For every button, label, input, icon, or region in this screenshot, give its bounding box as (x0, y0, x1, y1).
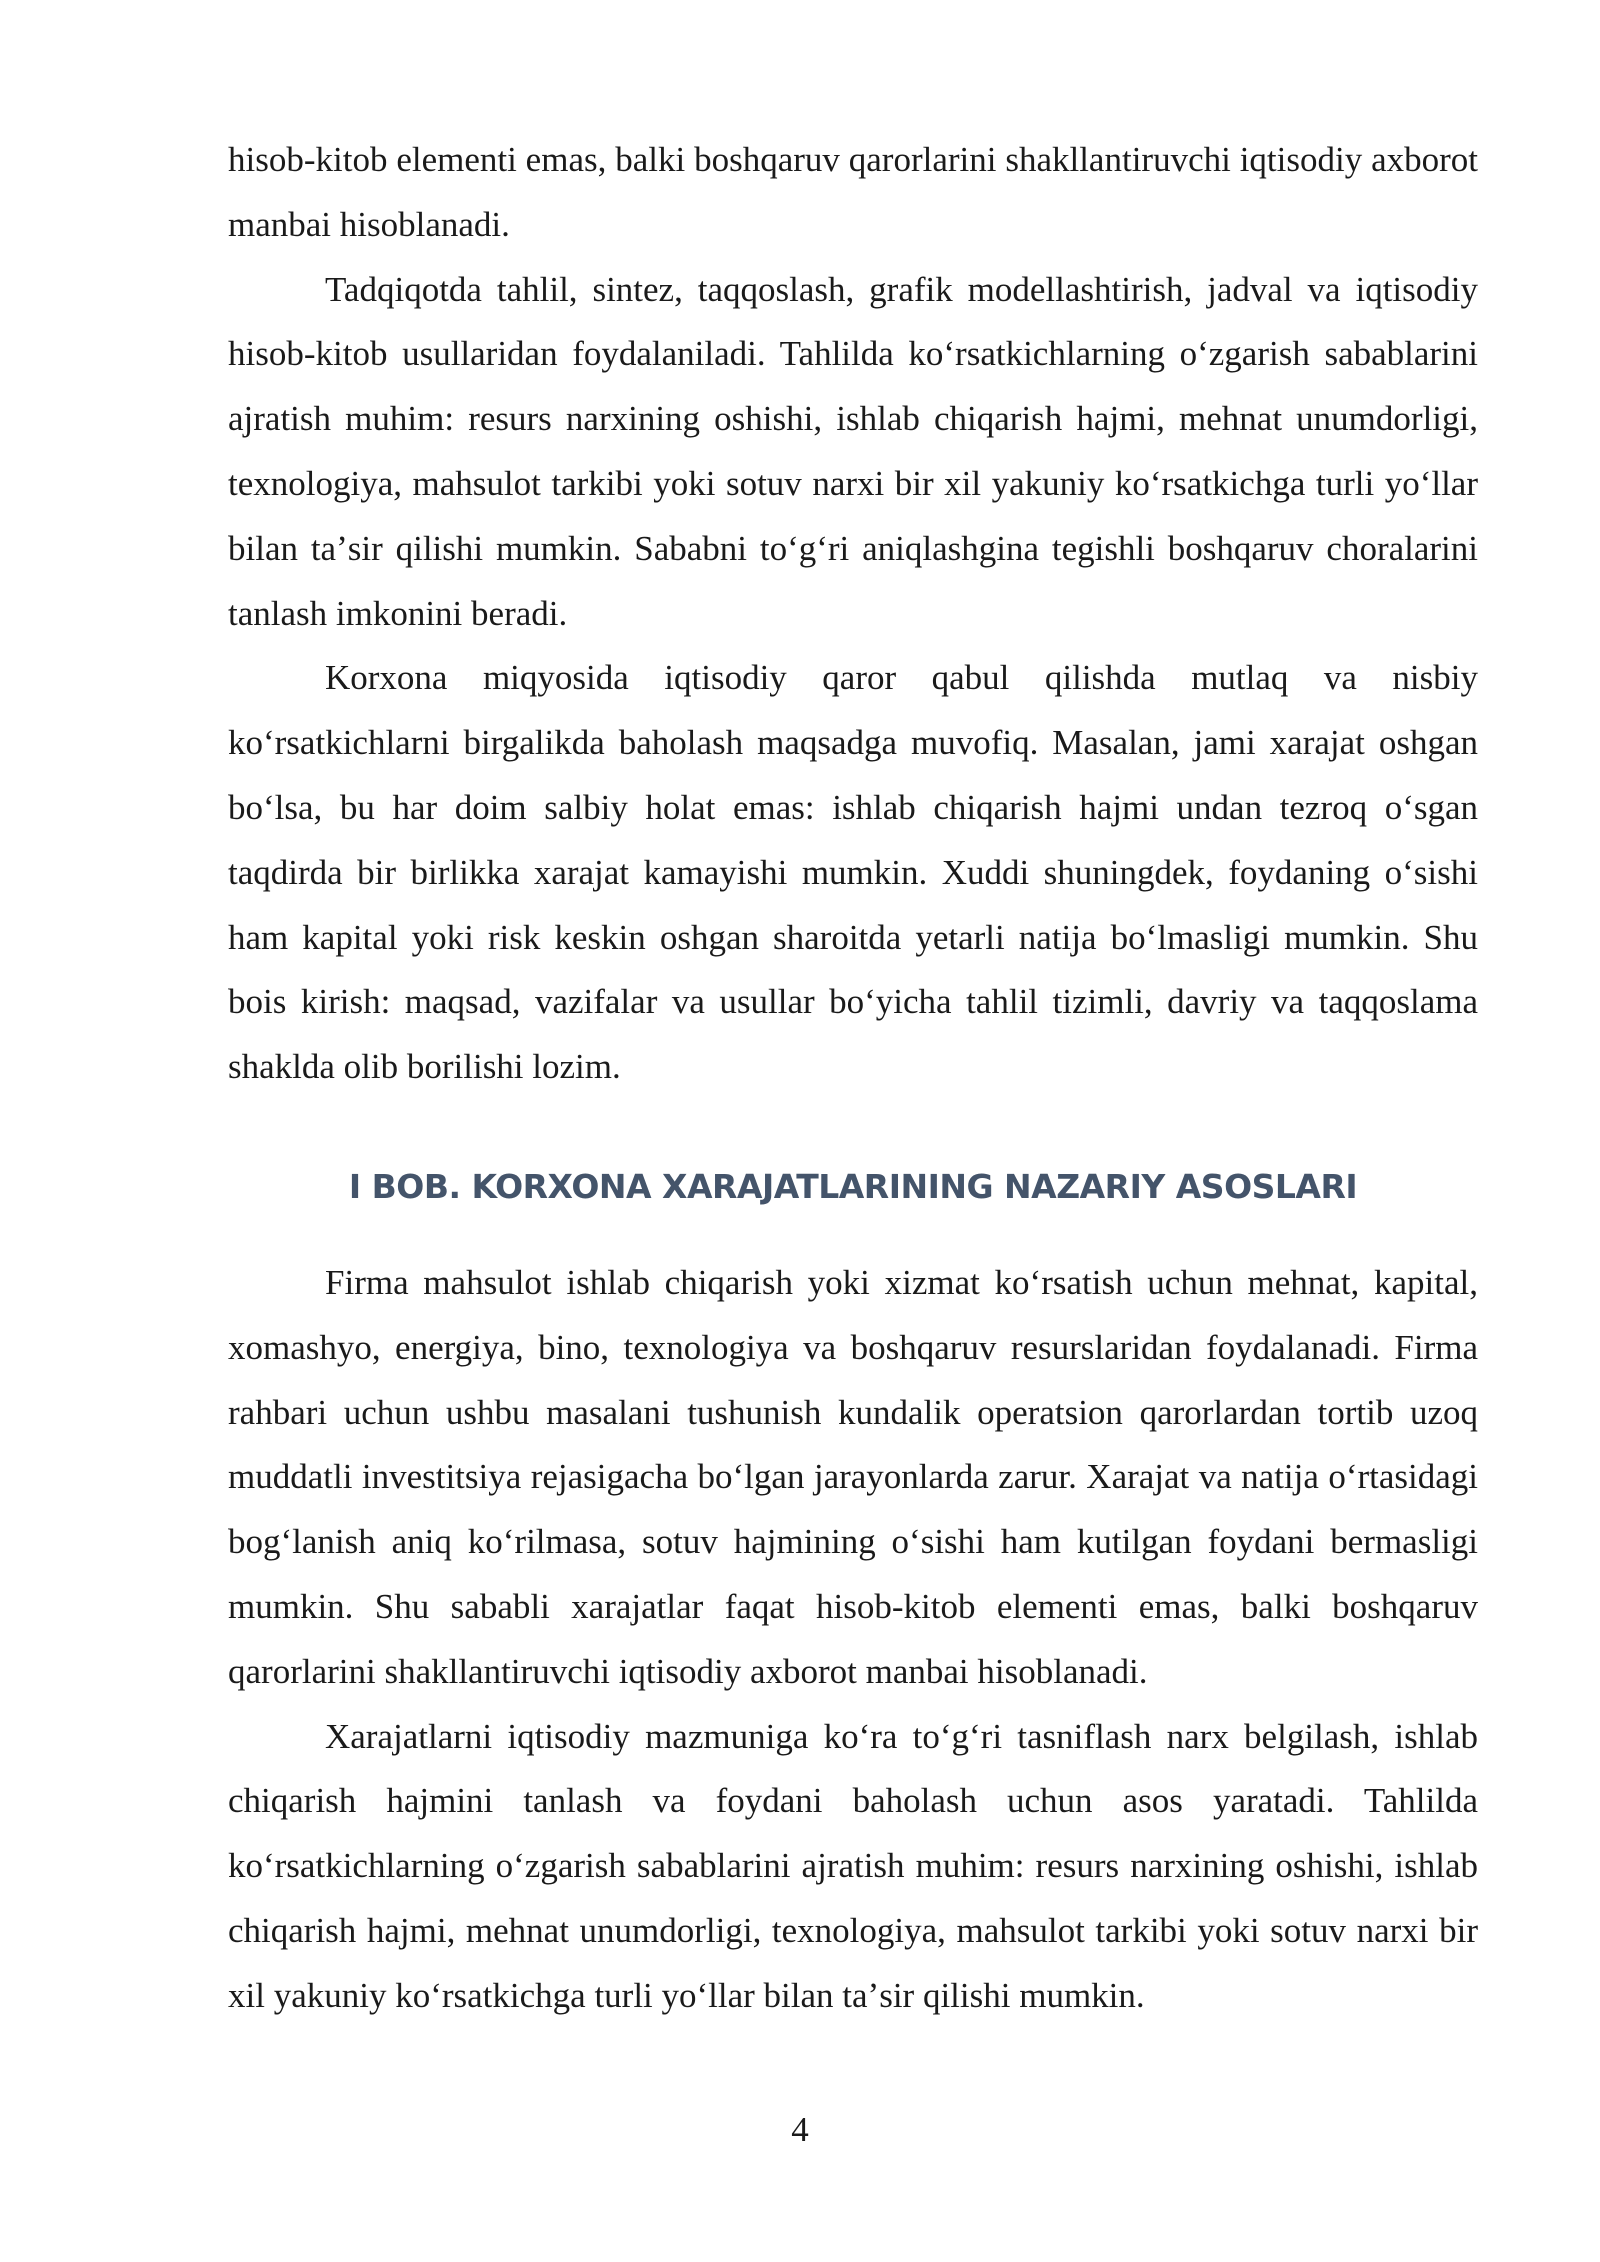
page-number: 4 (791, 2110, 809, 2149)
paragraph-continuation: hisob-kitob elementi emas, balki boshqaruv qarorlarini shakllantiruvchi iqtisodiy axborot manbai hisoblanadi. (228, 140, 1478, 244)
body-text-bottom (228, 1251, 1478, 2029)
paragraph-methods: Tadqiqotda tahlil, sintez, taqqoslash, grafik modellashtirish, jadval va iqtisodiy hisob-kitob usullaridan foydalaniladi. Tahlilda koʻrsatkichlarning oʻzgarish sabablarini ajratish muhim: resurs narxining oshishi, ishlab chiqarish hajmi, mehnat unumdorligi, texnologiya, mahsulot tarkibi yoki sotuv narxi bir xil yakuniy koʻrsatkichga turli yoʻllar bilan taʼsir qilishi mumkin. Sababni toʻgʻri aniqlashgina tegishli boshqaruv choralarini tanlash imkonini beradi. (228, 269, 1478, 633)
paragraph-indicators: Korxona miqyosida iqtisodiy qaror qabul qilishda mutlaq va nisbiy koʻrsatkichlarni birgalikda baholash maqsadga muvofiq. Masalan, jami xarajat oshgan boʻlsa, bu har doim salbiy holat emas: ishlab chiqarish hajmi undan tezroq oʻsgan taqdirda bir birlikka xarajat kamayishi mumkin. Xuddi shuningdek, foydaning oʻsishi ham kapital yoki risk keskin oshgan sharoitda yetarli natija boʻlmasligi mumkin. Shu bois kirish: maqsad, vazifalar va usullar boʻyicha tahlil tizimli, davriy va taqqoslama shaklda olib borilishi lozim. (228, 658, 1478, 1087)
chapter-heading: I BOB. KORXONA XARAJATLARINING NAZARIY ASOSLARI (348, 1167, 1358, 1206)
paragraph-firm-resources: Firma mahsulot ishlab chiqarish yoki xizmat koʻrsatish uchun mehnat, kapital, xomashyo, energiya, bino, texnologiya va boshqaruv resurslaridan foydalanadi. Firma rahbari uchun ushbu masalani tushunish kundalik operatsion qarorlardan tortib uzoq muddatli investitsiya rejasigacha boʻlgan jarayonlarda zarur. Xarajat va natija oʻrtasidagi bogʻlanish aniq koʻrilmasa, sotuv hajmining oʻsishi ham kutilgan foydani bermasligi mumkin. Shu sababli xarajatlar faqat hisob-kitob elementi emas, balki boshqaruv qarorlarini shakllantiruvchi iqtisodiy axborot manbai hisoblanadi. (228, 1263, 1478, 1691)
paragraph-cost-classification: Xarajatlarni iqtisodiy mazmuniga koʻra toʻgʻri tasniflash narx belgilash, ishlab chiqarish hajmini tanlash va foydani baholash uchun asos yaratadi. Tahlilda koʻrsatkichlarning oʻzgarish sabablarini ajratish muhim: resurs narxining oshishi, ishlab chiqarish hajmi, mehnat unumdorligi, texnologiya, mahsulot tarkibi yoki sotuv narxi bir xil yakuniy koʻrsatkichga turli yoʻllar bilan taʼsir qilishi mumkin. (228, 1716, 1478, 2015)
body-text-top (228, 128, 1478, 1100)
